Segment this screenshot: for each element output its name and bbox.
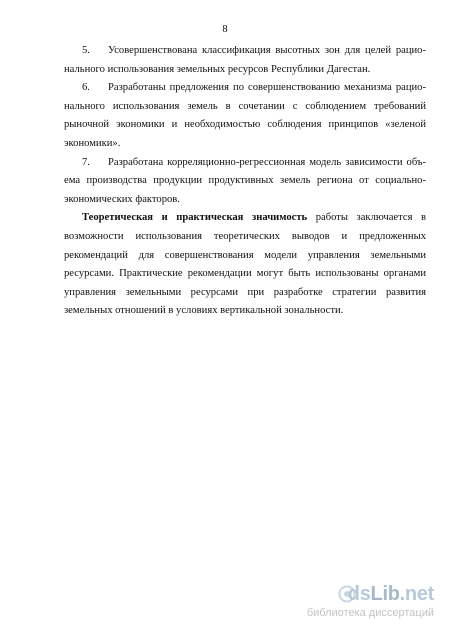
list-item-5-line-2: нального использования земельных ресурсов Республики Дагестан. — [64, 63, 371, 75]
significance-line-4: ресурсами. Практические рекомендации могут быть использованы органами — [64, 268, 426, 280]
significance-line-6: земельных отношений в условиях вертикальной зональности. — [64, 305, 344, 317]
dslib-logo-text: dsLib.net — [347, 583, 434, 605]
list-item-6-line-2: нального использования земель в сочетании с соблюдением требований — [64, 100, 426, 112]
page-number: 8 — [222, 24, 228, 35]
list-item-5-line-1: 5. Усовершенствована классификация высотных зон для целей рацио- — [64, 42, 426, 61]
significance-heading: Теоретическая и практическая значимость — [82, 212, 308, 224]
list-item-6-line-3: рыночной экономики и необходимостью соблюдения принципов «зеленой — [64, 119, 426, 131]
significance-line-5: управления земельными ресурсами при разработке стратегии развития — [64, 286, 426, 298]
significance-line-3: рекомендаций для совершенствования модели управления земельными — [64, 249, 426, 261]
list-item-7-line-1: 7. Разработана корреляционно-регрессионная модель зависимости объ- — [64, 154, 426, 173]
dslib-watermark — [264, 583, 434, 625]
document-body — [64, 42, 426, 321]
list-item-6-number: 6. — [82, 82, 90, 94]
list-item-6-line-1: 6. Разработаны предложения по совершенствованию механизма рацио- — [64, 79, 426, 98]
list-item-7-number: 7. — [82, 156, 90, 168]
significance-line-1: Теоретическая и практическая значимость работы заключается в — [82, 212, 426, 224]
list-item-5-number: 5. — [82, 45, 90, 56]
list-item-6-line-4: экономики». — [64, 137, 121, 149]
significance-line-2: возможности использования теоретических выводов и предложенных — [64, 230, 426, 242]
list-item-7-line-3: экономических факторов. — [64, 193, 180, 205]
list-item-7-line-2: ема производства продукции продуктивных земель региона от социально- — [64, 175, 426, 187]
dslib-tagline: библиотека диссертаций — [306, 607, 434, 619]
